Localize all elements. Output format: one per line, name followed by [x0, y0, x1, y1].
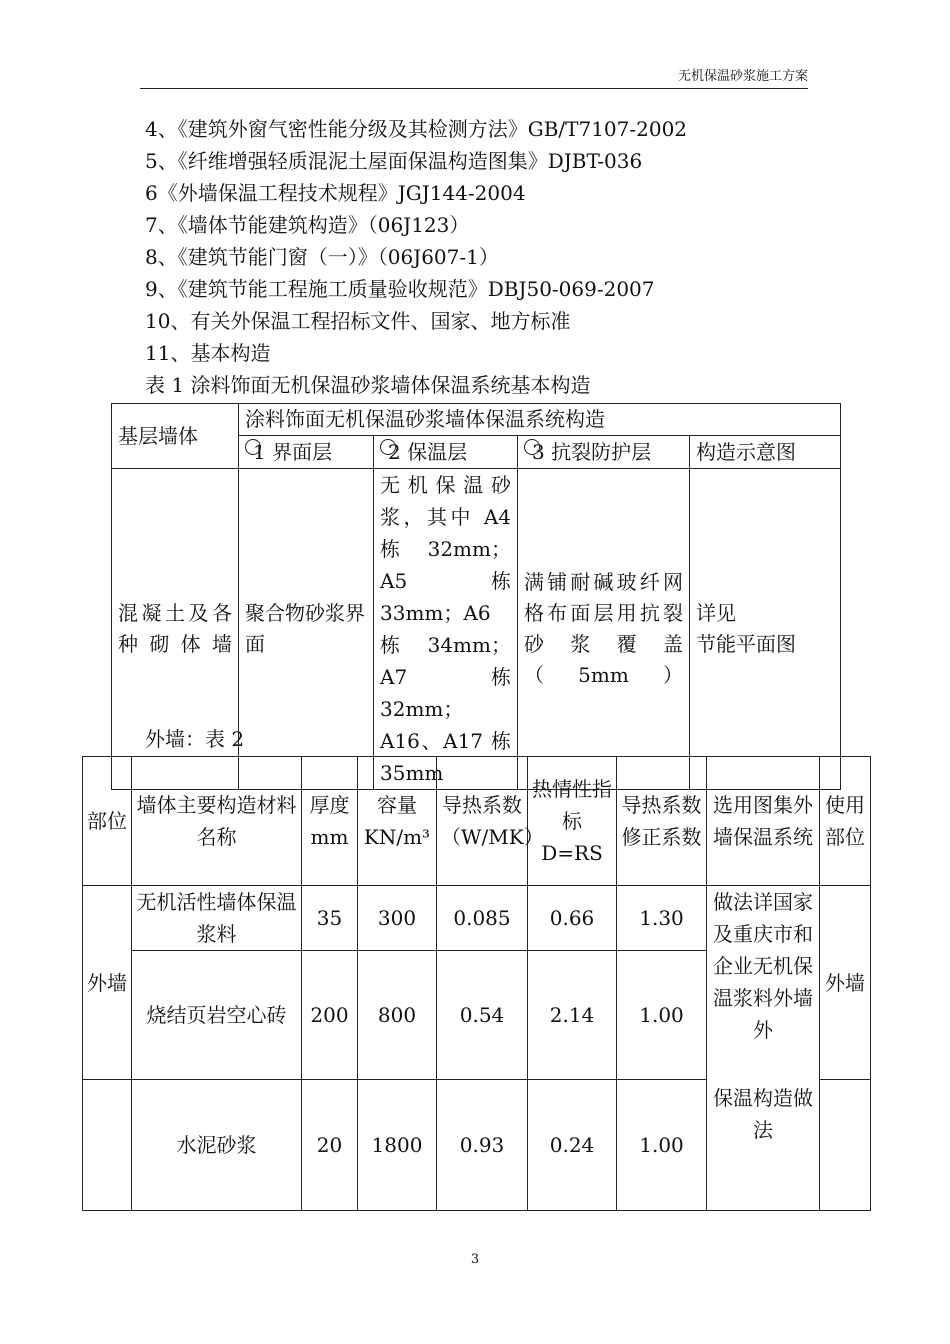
part-cell: 外墙: [83, 886, 132, 1080]
material-cell: 烧结页岩空心砖: [132, 951, 302, 1080]
system-header: 涂料饰面无机保温砂浆墙体保温系统构造: [239, 404, 841, 436]
reference-line: 5、《纤维增强轻质混泥土屋面保温构造图集》DJBT-036: [145, 149, 643, 173]
base-wall-cell: 混凝土及各种砌体墙: [112, 469, 239, 790]
reference-line: 8、《建筑节能门窗（一）》（06J607-1）: [145, 245, 499, 269]
density-cell: 800: [358, 951, 437, 1080]
atlas-text-1: 做法详国家及重庆市和企业无机保温浆料外墙外: [713, 890, 813, 1042]
crack-cell: 满铺耐碱玻纤网格布面层用抗裂砂浆覆盖（5mm）: [518, 469, 690, 790]
insulation-layer-header: 2 保温层: [374, 436, 518, 469]
material-cell: 水泥砂浆: [132, 1080, 302, 1211]
material-cell: 无机活性墙体保温浆料: [132, 886, 302, 951]
correction-cell: 1.30: [617, 886, 707, 951]
atlas-text-2: 保温构造做法: [713, 1086, 813, 1142]
conductivity-cell: 0.085: [437, 886, 528, 951]
reference-line: 6《外墙保温工程技术规程》JGJ144-2004: [145, 181, 526, 205]
thickness-cell: 200: [302, 951, 358, 1080]
use-part-cell: 外墙: [820, 886, 871, 1080]
interface-cell: 聚合物砂浆界面: [239, 469, 374, 790]
index-cell: 0.24: [528, 1080, 617, 1211]
diagram-header: 构造示意图: [690, 436, 841, 469]
header-atlas: 选用图集外墙保温系统: [707, 757, 820, 886]
diagram-line-1: 详见: [696, 601, 736, 625]
reference-line: 9、《建筑节能工程施工质量验收规范》DBJ50-069-2007: [145, 277, 655, 301]
correction-cell: 1.00: [617, 1080, 707, 1211]
conductivity-cell: 0.93: [437, 1080, 528, 1211]
page-number: 3: [470, 1252, 480, 1267]
conductivity-cell: 0.54: [437, 951, 528, 1080]
index-cell: 2.14: [528, 951, 617, 1080]
header-density: 容量KN/m³: [358, 757, 437, 886]
use-part-cell-empty: [820, 1080, 871, 1211]
density-cell: 1800: [358, 1080, 437, 1211]
insulation-cell: 无机保温砂浆，其中 A4 栋 32mm；A5 栋 33mm；A6 栋 34mm；A7 栋 32mm；A16、A17 栋 35mm: [374, 469, 518, 790]
correction-cell: 1.00: [617, 951, 707, 1080]
base-wall-header: 基层墙体: [112, 404, 239, 469]
page-header: [140, 66, 808, 89]
header-thermal-index: 热情性指标D=RS: [528, 757, 617, 886]
section-heading: 11、基本构造: [145, 341, 271, 365]
table2-caption: 外墙：表 2: [145, 727, 245, 751]
header-material: 墙体主要构造材料名称: [132, 757, 302, 886]
part-cell-empty: [83, 1080, 132, 1211]
interface-layer-header: 1 界面层: [239, 436, 374, 469]
crack-layer-header: 3 抗裂防护层: [518, 436, 690, 469]
reference-line: 10、有关外保温工程招标文件、国家、地方标准: [145, 309, 571, 333]
header-part: 部位: [83, 757, 132, 886]
thickness-cell: 35: [302, 886, 358, 951]
header-thickness: 厚度mm: [302, 757, 358, 886]
table1-caption: 表 1 涂料饰面无机保温砂浆墙体保温系统基本构造: [145, 373, 591, 397]
header-conductivity: 导热系数（W/MK）: [437, 757, 528, 886]
atlas-cell: [707, 886, 820, 1211]
outer-wall-table: [82, 756, 871, 1211]
header-use-part: 使用部位: [820, 757, 871, 886]
thickness-cell: 20: [302, 1080, 358, 1211]
header-title: 无机保温砂浆施工方案: [677, 69, 808, 84]
diagram-line-2: 节能平面图: [696, 632, 796, 656]
index-cell: 0.66: [528, 886, 617, 951]
header-correction: 导热系数修正系数: [617, 757, 707, 886]
reference-line: 4、《建筑外窗气密性能分级及其检测方法》GB/T7107-2002: [145, 117, 688, 141]
density-cell: 300: [358, 886, 437, 951]
reference-line: 7、《墙体节能建筑构造》（06J123）: [145, 213, 470, 237]
diagram-cell: [690, 469, 841, 790]
